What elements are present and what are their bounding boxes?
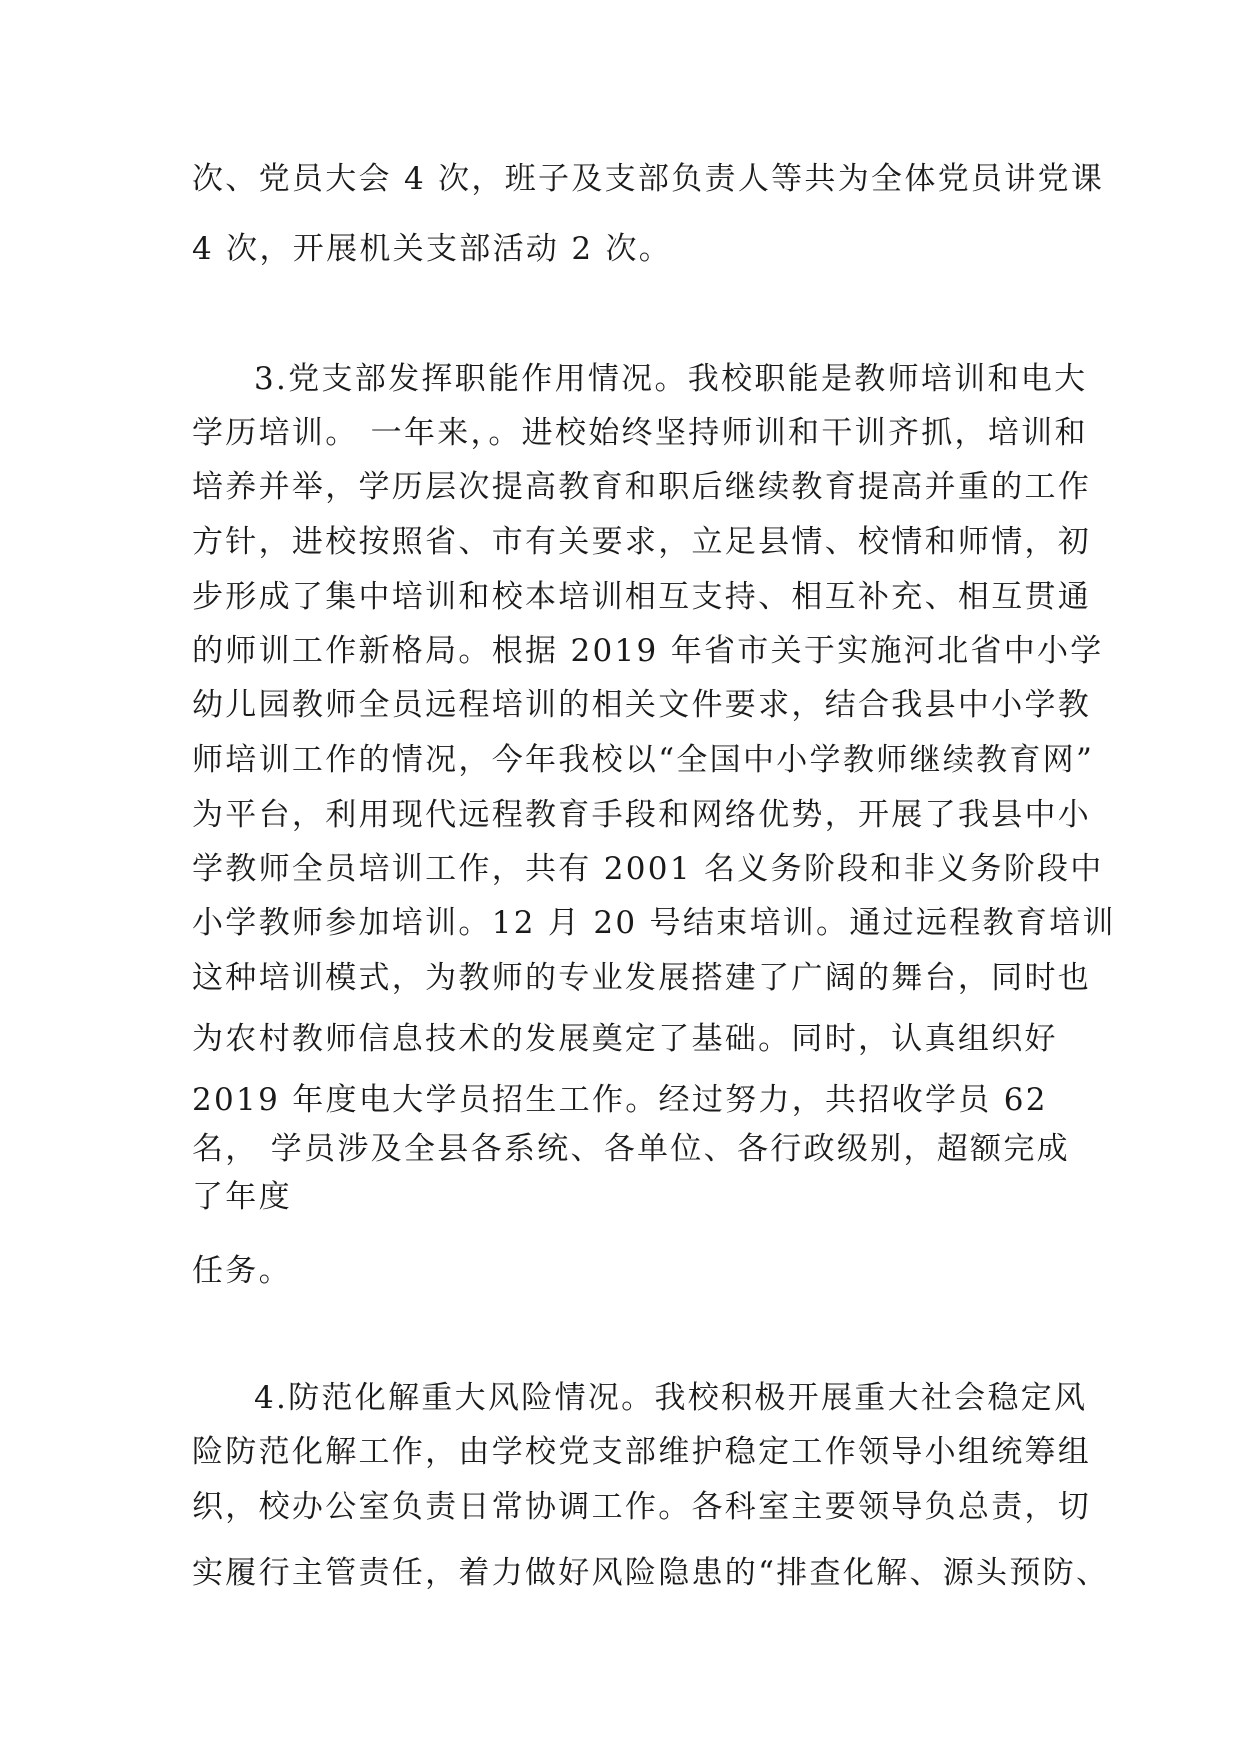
text-line: 方针，进校按照省、市有关要求，立足县情、校情和师情，初 (192, 524, 1092, 560)
text-line: 了年度 (192, 1179, 292, 1215)
text-line: 织，校办公室负责日常协调工作。各科室主要领导负总责，切 (192, 1489, 1092, 1525)
text-line: 4 次，开展机关支部活动 2 次。 (192, 231, 673, 267)
text-line: 这种培训模式，为教师的专业发展搭建了广阔的舞台，同时也 (192, 960, 1092, 996)
text-line: 师培训工作的情况，今年我校以“全国中小学教师继续教育网” (192, 742, 1095, 778)
text-line: 小学教师参加培训。12 月 20 号结束培训。通过远程教育培训 (192, 905, 1116, 941)
text-line: 培养并举，学历层次提高教育和职后继续教育提高并重的工作 (192, 469, 1092, 505)
text-line: 幼儿园教师全员远程培训的相关文件要求，结合我县中小学教 (192, 687, 1092, 723)
text-line: 学历培训。 一年来，。进校始终坚持师训和干训齐抓，培训和 (192, 415, 1088, 451)
text-line: 的师训工作新格局。根据 2019 年省市关于实施河北省中小学 (192, 633, 1104, 669)
text-line: 实履行主管责任，着力做好风险隐患的“排查化解、源头预防、 (192, 1555, 1110, 1591)
text-line: 为平台，利用现代远程教育手段和网络优势，开展了我县中小 (192, 797, 1092, 833)
text-line: 次、党员大会 4 次，班子及支部负责人等共为全体党员讲党课 (192, 161, 1105, 197)
text-line: 险防范化解工作，由学校党支部维护稳定工作领导小组统筹组 (192, 1434, 1092, 1470)
text-line: 为农村教师信息技术的发展奠定了基础。同时，认真组织好 (192, 1021, 1058, 1057)
text-line: 步形成了集中培训和校本培训相互支持、相互补充、相互贯通 (192, 579, 1092, 615)
text-line: 名， 学员涉及全县各系统、各单位、各行政级别，超额完成 (192, 1131, 1070, 1167)
paragraph-3-first-line: 3.党支部发挥职能作用情况。我校职能是教师培训和电大 (254, 361, 1088, 397)
text-line: 学教师全员培训工作，共有 2001 名义务阶段和非义务阶段中 (192, 851, 1104, 887)
paragraph-4-first-line: 4.防范化解重大风险情况。我校积极开展重大社会稳定风 (254, 1380, 1088, 1416)
text-line: 2019 年度电大学员招生工作。经过努力，共招收学员 62 (192, 1082, 1048, 1118)
text-line: 任务。 (192, 1253, 292, 1289)
